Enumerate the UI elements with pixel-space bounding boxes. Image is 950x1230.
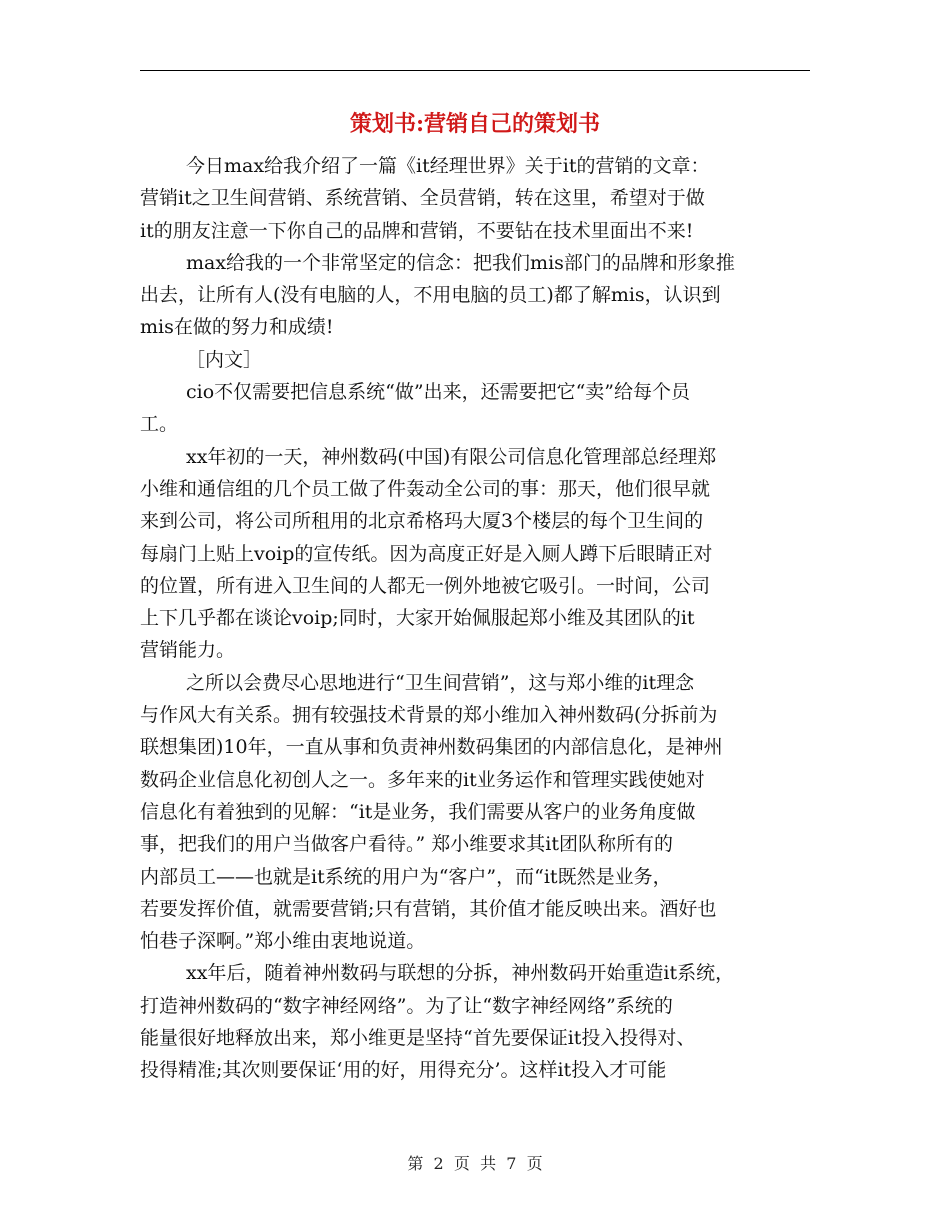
paragraph-line: 营销it之卫生间营销、系统营销、全员营销，转在这里，希望对于做 bbox=[140, 187, 705, 210]
paragraph-line: 今日max给我介绍了一篇《it经理世界》关于it的营销的文章： bbox=[186, 155, 710, 177]
paragraph-line: 每扇门上贴上voip的宣传纸。因为高度正好是入厕人蹲下后眼睛正对 bbox=[140, 542, 713, 565]
paragraph-line: 内部员工——也就是it系统的用户为“客户”，而“it既然是业务， bbox=[140, 865, 672, 888]
paragraph-line: 怕巷子深啊。”郑小维由衷地说道。 bbox=[140, 930, 426, 953]
paragraph-line: cio不仅需要把信息系统“做”出来，还需要把它“卖”给每个员 bbox=[186, 381, 691, 404]
paragraph-line: mis在做的努力和成绩! bbox=[140, 316, 334, 339]
paragraph-line: 工。 bbox=[140, 413, 179, 436]
paragraph-line: 打造神州数码的“数字神经网络”。为了让“数字神经网络”系统的 bbox=[140, 994, 673, 1017]
document-body bbox=[140, 150, 812, 1087]
paragraph-line: 联想集团)10年，一直从事和负责神州数码集团的内部信息化，是神州 bbox=[140, 736, 723, 759]
paragraph-line: max给我的一个非常坚定的信念：把我们mis部门的品牌和形象推 bbox=[186, 251, 735, 274]
paragraph-line: 信息化有着独到的见解：“it是业务，我们需要从客户的业务角度做 bbox=[140, 800, 696, 823]
document-title: 策划书:营销自己的策划书 bbox=[349, 111, 601, 137]
paragraph-line: xx年初的一天，神州数码(中国)有限公司信息化管理部总经理郑 bbox=[186, 445, 717, 468]
paragraph-line: 上下几乎都在谈论voip;同时，大家开始佩服起郑小维及其团队的it bbox=[140, 607, 695, 630]
paragraph-line: 小维和通信组的几个员工做了件轰动全公司的事：那天，他们很早就 bbox=[140, 477, 711, 500]
paragraph-line: 若要发挥价值，就需要营销;只有营销，其价值才能反映出来。酒好也 bbox=[140, 897, 717, 920]
paragraph-line: 能量很好地释放出来，郑小维更是坚持“首先要保证it投入投得对、 bbox=[140, 1027, 696, 1050]
paragraph-line: 事，把我们的用户当做客户看待。” 郑小维要求其it团队称所有的 bbox=[140, 833, 673, 856]
paragraph-line: it的朋友注意一下你自己的品牌和营销，不要钻在技术里面出不来! bbox=[140, 219, 694, 242]
page-number: 第 2 页 共 7 页 bbox=[407, 1154, 543, 1173]
paragraph-line: xx年后，随着神州数码与联想的分拆，神州数码开始重造it系统， bbox=[186, 962, 735, 985]
paragraph-line: 出去，让所有人(没有电脑的人，不用电脑的员工)都了解mis，认识到 bbox=[140, 284, 721, 307]
paragraph-line: 营销能力。 bbox=[140, 639, 236, 662]
paragraph-line: 的位置，所有进入卫生间的人都无一例外地被它吸引。一时间，公司 bbox=[140, 574, 711, 597]
section-marker: ［内文］ bbox=[186, 348, 263, 371]
paragraph-line: 之所以会费尽心思地进行“卫生间营销”，这与郑小维的it理念 bbox=[186, 671, 695, 694]
header-rule bbox=[140, 70, 810, 71]
paragraph-line: 来到公司，将公司所租用的北京希格玛大厦3个楼层的每个卫生间的 bbox=[140, 510, 704, 533]
paragraph-line: 数码企业信息化初创人之一。多年来的it业务运作和管理实践使她对 bbox=[140, 768, 705, 791]
paragraph-line: 投得精准;其次则要保证‘用的好，用得充分’。这样it投入才可能 bbox=[140, 1059, 667, 1082]
paragraph-line: 与作风大有关系。拥有较强技术背景的郑小维加入神州数码(分拆前为 bbox=[140, 704, 718, 727]
